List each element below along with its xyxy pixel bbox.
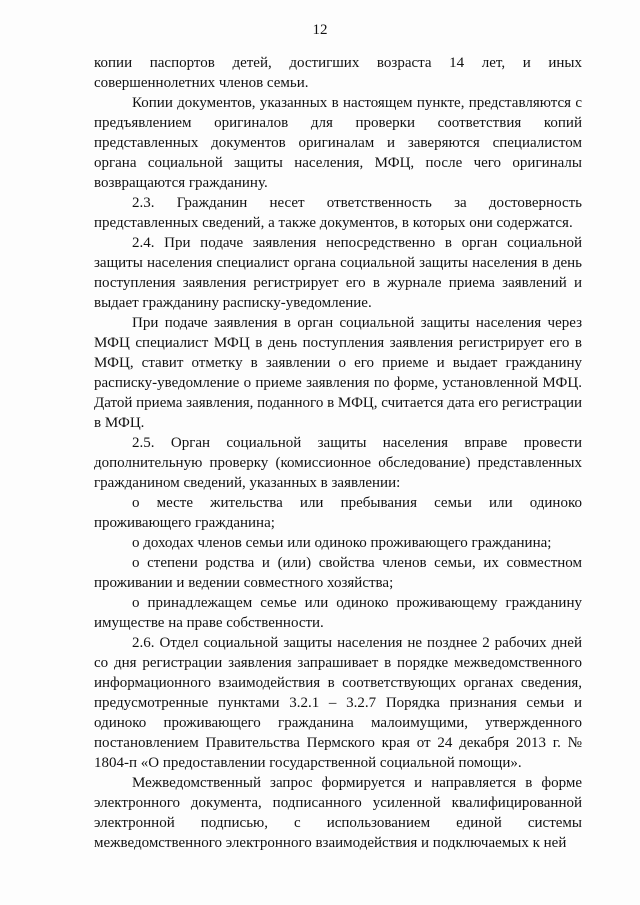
paragraph-residence: о месте жительства или пребывания семьи или одиноко проживающего гражданина; [94, 495, 582, 531]
paragraph-property: о принадлежащем семье или одиноко проживающему гражданину имуществе на праве собственности. [94, 595, 582, 631]
paragraph-copies-documents: Копии документов, указанных в настоящем пункте, представляются с предъявлением оригиналов для проверки соответствия копий представленных документов оригиналам и заверяются специалистом органа социальной защиты населения, МФЦ, после чего оригиналы возвращаются гражданину. [94, 95, 582, 191]
paragraph-income: о доходах членов семьи или одиноко проживающего гражданина; [132, 535, 552, 551]
paragraph-continuation: копии паспортов детей, достигших возраста 14 лет, и иных совершеннолетних членов семьи. [94, 55, 582, 91]
paragraph-2-4: 2.4. При подаче заявления непосредственно в орган социальной защиты населения специалист органа социальной защиты населения в день поступления заявления регистрирует его в журнале приема заявлений и выдает гражданину расписку-уведомление. [94, 235, 582, 311]
page-number: 12 [312, 22, 328, 38]
paragraph-mfc-submission: При подаче заявления в орган социальной защиты населения через МФЦ специалист МФЦ в день поступления заявления регистрирует его в МФЦ, ставит отметку в заявлении о его приеме и выдает гражданину расписку-уведомление о приеме заявления по форме, установленной МФЦ. Датой приема заявления, поданного в МФЦ, считается дата его регистрации в МФЦ. [94, 315, 582, 431]
document-body [94, 53, 582, 853]
paragraph-2-3: 2.3. Гражданин несет ответственность за достоверность представленных сведений, а также документов, в которых они содержатся. [94, 195, 582, 231]
paragraph-2-5: 2.5. Орган социальной защиты населения вправе провести дополнительную проверку (комиссионное обследование) представленных гражданином сведений, указанных в заявлении: [94, 435, 582, 491]
paragraph-2-6: 2.6. Отдел социальной защиты населения не позднее 2 рабочих дней со дня регистрации заявления запрашивает в порядке межведомственного информационного взаимодействия в соответствующих органах сведения, предусмотренные пунктами 3.2.1 – 3.2.7 Порядка признания семьи и одиноко проживающего гражданина малоимущими, утвержденного постановлением Правительства Пермского края от 24 декабря 2013 г. № 1804-п «О предоставлении государственной социальной помощи». [94, 635, 582, 771]
paragraph-interagency-request: Межведомственный запрос формируется и направляется в форме электронного документа, подписанного усиленной квалифицированной электронной подписью, с использованием единой системы межведомственного электронного взаимодействия и подключаемых к ней [94, 775, 582, 851]
paragraph-kinship: о степени родства и (или) свойства членов семьи, их совместном проживании и ведении совместного хозяйства; [94, 555, 582, 591]
